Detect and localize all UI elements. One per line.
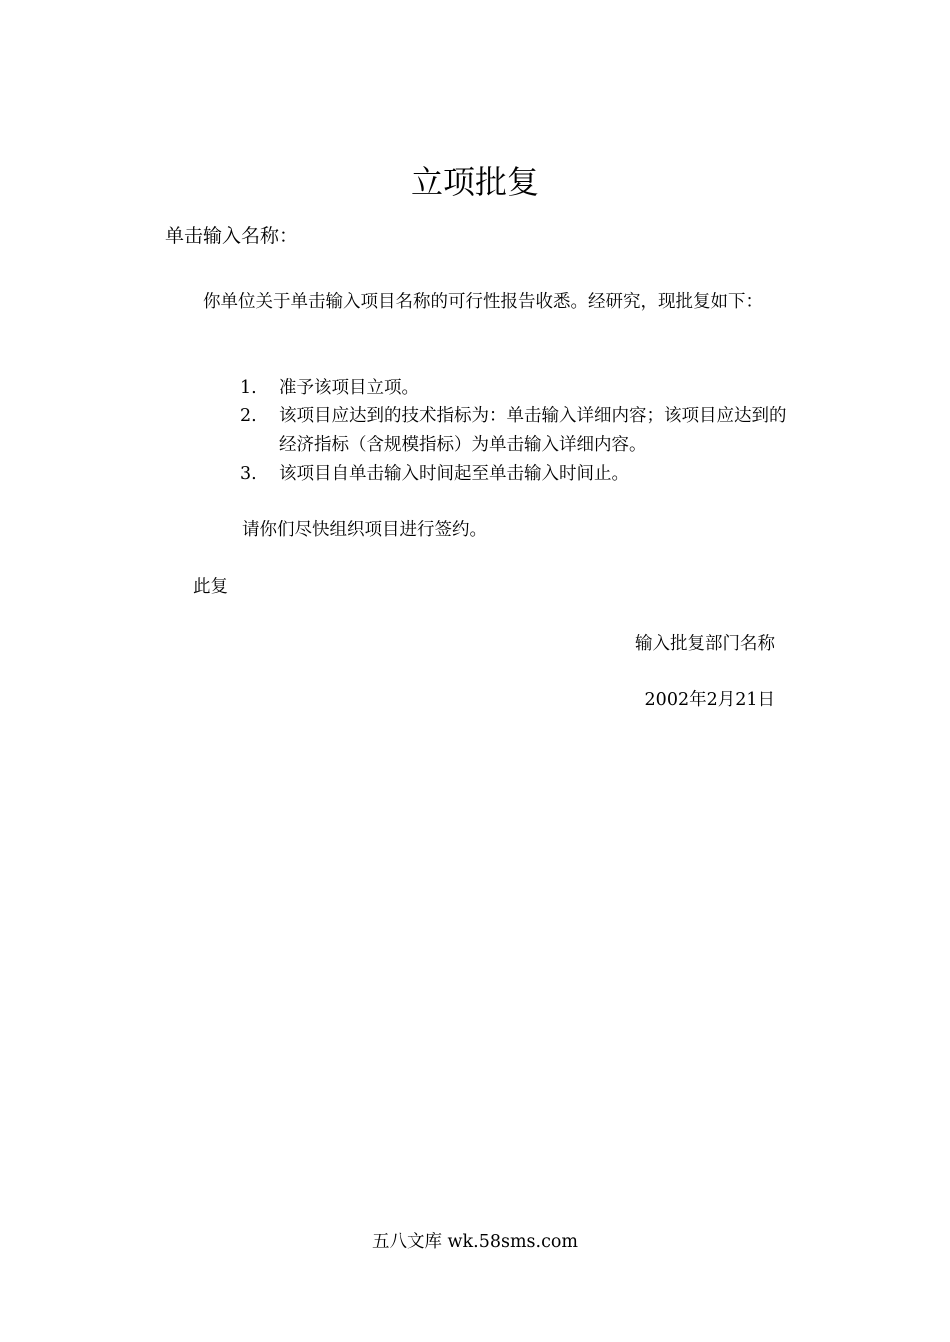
list-item-text: 该项目应达到的技术指标为：单击输入详细内容；该项目应达到的经济指标（含规模指标）为单击输入详细内容。	[279, 406, 787, 455]
list-item-text: 准予该项目立项。	[279, 378, 419, 398]
list-item-number: 2.	[240, 406, 257, 426]
list-item	[240, 460, 792, 489]
list-item	[240, 374, 792, 403]
approving-department: 输入批复部门名称	[635, 634, 775, 654]
recipient-name: 单击输入名称：	[165, 225, 299, 247]
closing-phrase: 此复	[193, 577, 228, 597]
approval-date: 2002年2月21日	[644, 690, 775, 710]
request-sentence: 请你们尽快组织项目进行签约。	[242, 520, 487, 540]
body-paragraph: 你单位关于单击输入项目名称的可行性报告收悉。经研究，现批复如下：	[203, 292, 763, 312]
list-item-number: 1.	[240, 378, 257, 398]
list-item-number: 3.	[240, 464, 257, 484]
document-title: 立项批复	[410, 163, 539, 201]
list-item	[240, 402, 792, 460]
footer-watermark: 五八文库 wk.58sms.com	[371, 1232, 579, 1252]
list-item-text: 该项目自单击输入时间起至单击输入时间止。	[279, 464, 629, 484]
